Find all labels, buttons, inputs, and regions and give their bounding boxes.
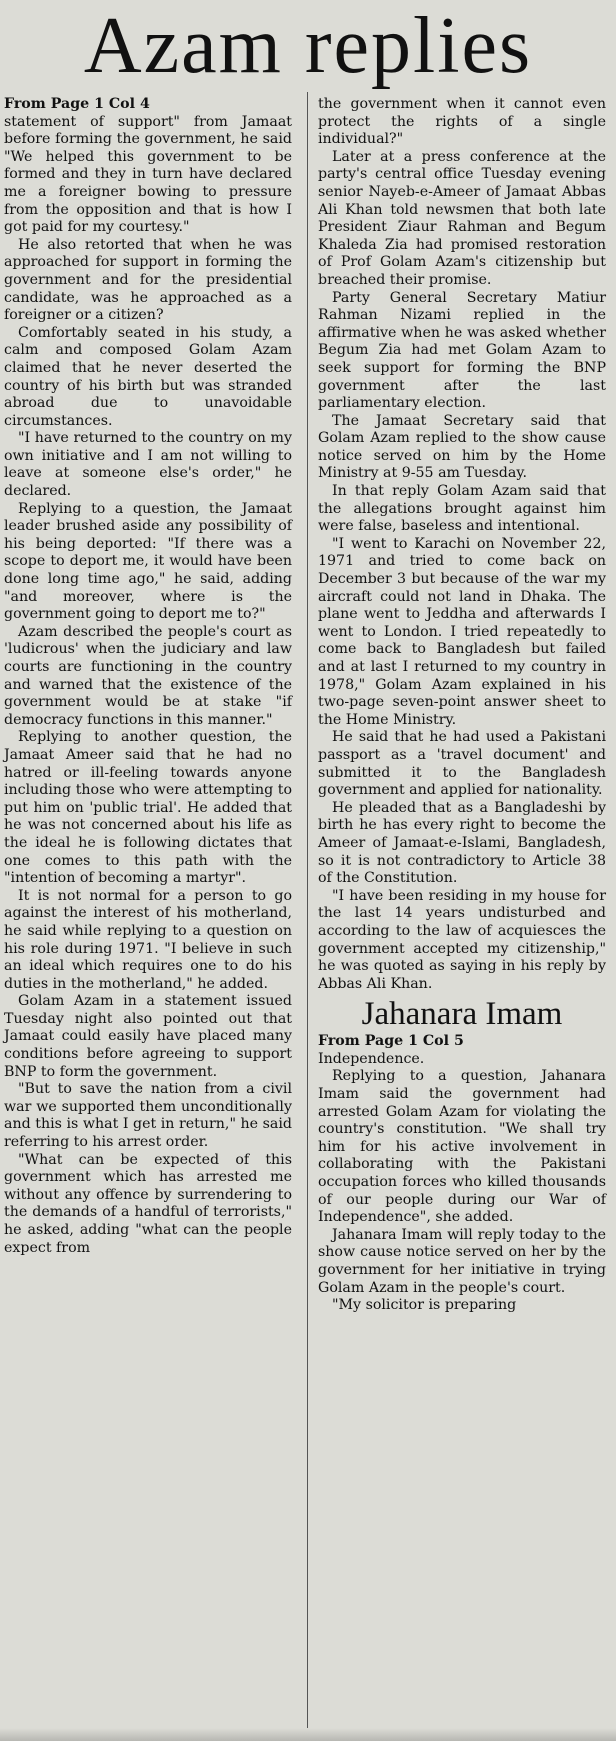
article-paragraph: "I have returned to the country on my own initiative and I am not willing to leave at someone else's order," he declared. xyxy=(4,430,292,500)
article-paragraph: Replying to another question, the Jamaat Ameer said that he had no hatred or ill-feeling towards anyone including those who were attempting to put him on 'public trial'. He added that he was not concerned about his life as the ideal he is following dictates that one comes to this path with the "intention of becoming a martyr". xyxy=(4,729,292,887)
article-paragraph: He also retorted that when he was approached for support in forming the government and for the presidential candidate, was he approached as a foreigner or a citizen? xyxy=(4,236,292,324)
article-paragraph: "I have been residing in my house for the last 14 years undisturbed and according to the law of acquiesces the government accepted my citizenship," he was quoted as saying in his reply by Abbas Ali Khan. xyxy=(318,887,606,992)
article-paragraph: He said that he had used a Pakistani passport as a 'travel document' and submitted it to the Bangladesh government and applied for nationality. xyxy=(318,729,606,799)
article-paragraph: He pleaded that as a Bangladeshi by birth he has every right to become the Ameer of Jamaat-e-Islami, Bangladesh, so it is not contradictory to Article 38 of the Constitution. xyxy=(318,799,606,887)
article-paragraph: Golam Azam in a statement issued Tuesday night also pointed out that Jamaat could easily have placed many conditions before agreeing to support BNP to form the government. xyxy=(4,993,292,1080)
left-column xyxy=(4,96,292,1257)
article-paragraph: "But to save the nation from a civil war we supported them unconditionally and this is what I get in return," he said referring to his arrest order. xyxy=(4,1081,292,1151)
article-paragraph: Azam described the people's court as 'ludicrous' when the judiciary and law courts are functioning in the country and warned that the existence of the government would be at stake "if democracy functions in this manner." xyxy=(4,623,292,728)
article-paragraph: "My solicitor is preparing xyxy=(332,1297,517,1314)
article-paragraph: Later at a press conference at the party's central office Tuesday evening senior Nayeb-e-Ameer of Jamaat Abbas Ali Khan told newsmen that both late President Ziaur Rahman and Begum Khaleda Zia had promised restoration of Prof Golam Azam's citizenship but breached their promise. xyxy=(318,148,606,288)
jump-line: From Page 1 Col 4 xyxy=(4,96,150,112)
clipping-bottom-edge xyxy=(0,1728,616,1741)
article-paragraph: "I went to Karachi on November 22, 1971 and tried to come back on December 3 but because of the war my aircraft could not land in Dhaka. The plane went to Jeddha and afterwards I went to London. I tried repeatedly to come back to Bangladesh but failed and at last I returned to my country in 1978," Golam Azam explained in his two-page seven-point answer sheet to the Home Ministry. xyxy=(318,535,606,728)
right-column xyxy=(318,96,606,1315)
article-paragraph: statement of support" from Jamaat before forming the government, he said "We helped this government to be formed and they in turn have declared me a foreigner bowing to pressure from the opposition and that is how I got paid for my courtesy." xyxy=(4,113,292,236)
column-rule xyxy=(307,92,308,1732)
headline: Azam replies xyxy=(83,2,533,90)
sub-headline: Jahanara Imam xyxy=(361,996,563,1033)
article-paragraph: In that reply Golam Azam said that the allegations brought against him were false, baseless and intentional. xyxy=(318,483,606,535)
sub-jump-line: From Page 1 Col 5 xyxy=(318,1033,464,1050)
article-paragraph: Replying to a question, Jahanara Imam said the government had arrested Golam Azam for violating the country's constitution. "We shall try him for his active involvement in collaborating with the Pakistani occupation forces who killed thousands of our people during our War of Independence", she added. xyxy=(318,1068,606,1226)
article-paragraph: the government when it cannot even protect the rights of a single individual?" xyxy=(318,96,606,148)
article-paragraph: The Jamaat Secretary said that Golam Azam replied to the show cause notice served on him by the Home Ministry at 9-55 am Tuesday. xyxy=(318,412,606,482)
article-paragraph: Comfortably seated in his study, a calm and composed Golam Azam claimed that he never deserted the country of his birth but was stranded abroad due to unavoidable circumstances. xyxy=(4,324,292,429)
article-paragraph: Party General Secretary Matiur Rahman Nizami replied in the affirmative when he was asked whether Begum Zia had met Golam Azam to seek support for forming the BNP government after the last parliamentary election. xyxy=(318,289,606,412)
article-paragraph: Independence. xyxy=(318,1050,425,1067)
article-paragraph: Replying to a question, the Jamaat leader brushed aside any possibility of his being deported: "If there was a scope to deport me, it would have been done long time ago," he said, adding "and moreover, where is the government going to deport me to?" xyxy=(4,500,292,623)
article-paragraph: "What can be expected of this government which has arrested me without any offence by surrendering to the demands of a handful of terrorists," he asked, adding "what can the people expect from xyxy=(4,1151,292,1256)
article-paragraph: Jahanara Imam will reply today to the show cause notice served on her by the government for her initiative in trying Golam Azam in the people's court. xyxy=(318,1226,606,1296)
article-paragraph: It is not normal for a person to go against the interest of his motherland, he said while replying to a question on his role during 1971. "I believe in such an ideal which requires one to do his duties in the motherland," he added. xyxy=(4,887,292,992)
